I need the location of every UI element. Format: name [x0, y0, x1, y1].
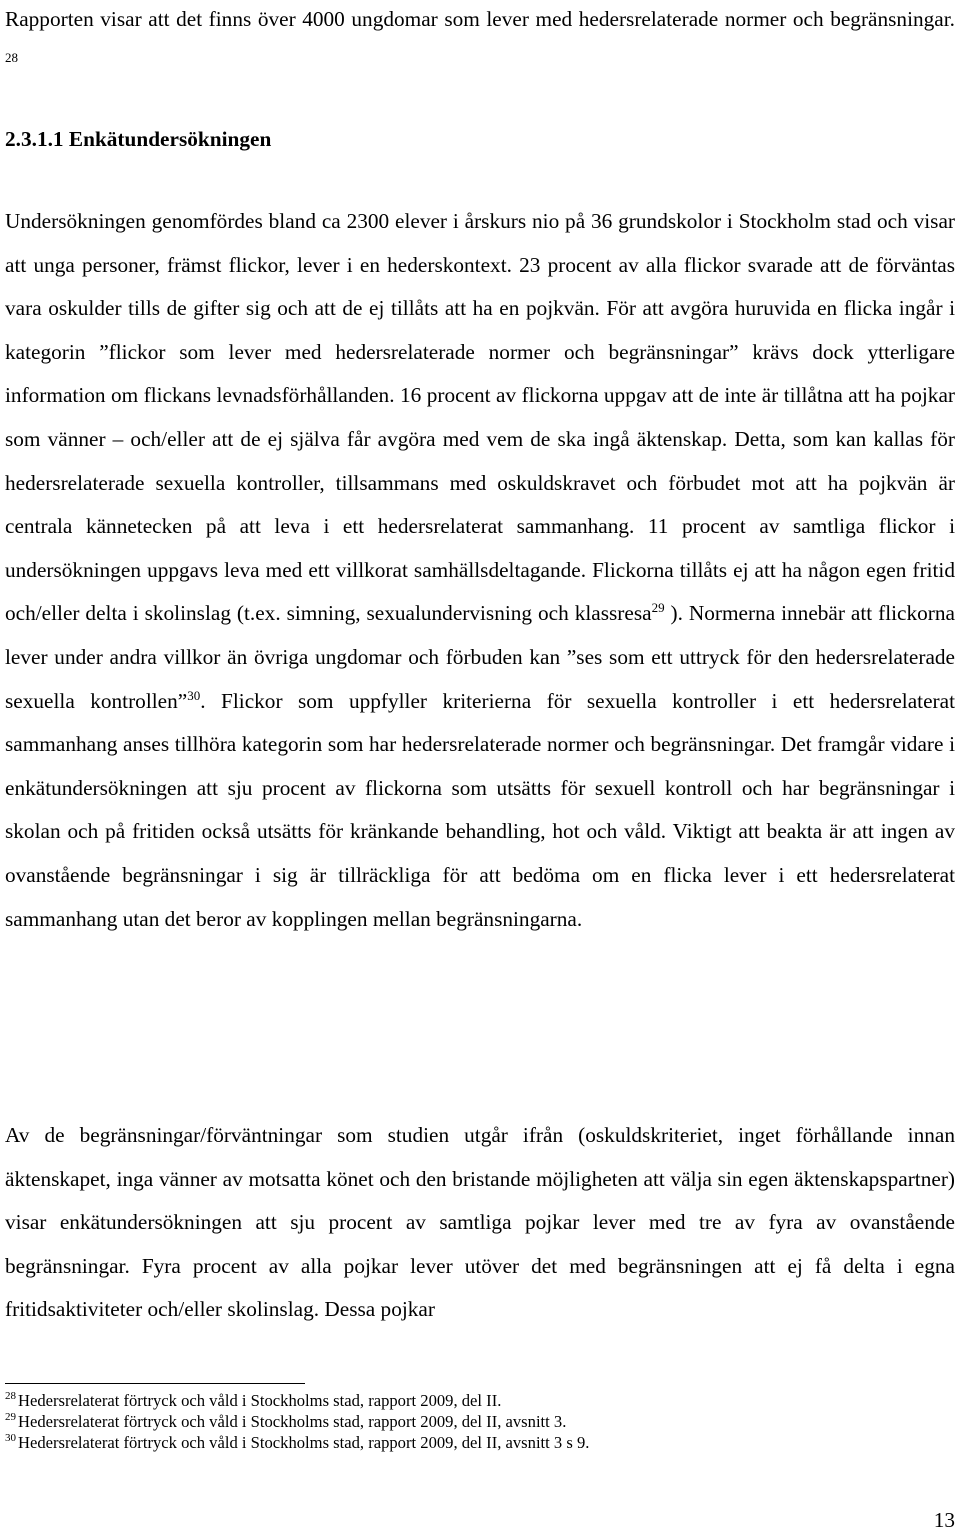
footnote-ref-28: 28 [5, 49, 18, 65]
footnote-number: 30 [5, 1432, 16, 1445]
main-text-part2: ). Normerna innebär att flickorna lever under andra villkor än övriga ungdomar och förbuden kan ”ses som ett uttryck för den hedersrelaterade sexuella kontrollen” [5, 601, 955, 713]
intro-paragraph [5, 0, 955, 85]
main-text-part3: . Flickor som uppfyller kriterierna för sexuella kontroller i ett hedersrelaterat sammanhang anses tillhöra kategorin som har hedersrelaterade normer och begränsningar. Det framgår vidare i enkätundersökningen att sju procent av flickorna som utsätts för sexuell kontroll och har begränsningar i skolan och på fritiden också utsätts för kränkande behandling, hot och våld. Viktigt att beakta är att ingen av ovanstående begränsningar i sig är tillräckliga för att bedöma om en flicka lever i ett hedersrelaterat sammanhang utan det beror av kopplingen mellan begränsningarna. [5, 688, 955, 931]
last-paragraph: Av de begränsningar/förväntningar som studien utgår ifrån (oskuldskriteriet, inget förhållande innan äktenskapet, inga vänner av motsatta könet och den bristande möjligheten att välja sin egen äktenskapspartner) visar enkätundersökningen att sju procent av samtliga pojkar lever med tre av fyra av ovanstående begränsningar. Fyra procent av alla pojkar lever utöver det med begränsningen att ej få delta i egna fritidsaktiviteter och/eller skolinslag. Dessa pojkar [5, 1123, 955, 1322]
footnote [5, 1432, 955, 1453]
footnote-separator [5, 1383, 305, 1384]
footnote-text: Hedersrelaterat förtryck och våld i Stockholms stad, rapport 2009, del II. [18, 1391, 502, 1410]
footnote-text: Hedersrelaterat förtryck och våld i Stockholms stad, rapport 2009, del II, avsnitt 3 s 9. [18, 1433, 590, 1452]
footnote-ref-30: 30 [187, 687, 201, 703]
page-number: 13 [933, 1508, 955, 1532]
footnote [5, 1411, 955, 1432]
main-text-part1: Undersökningen genomfördes bland ca 2300 elever i årskurs nio på 36 grundskolor i Stockholm stad och visar att unga personer, främst flickor, lever i en hederskontext. 23 procent av alla flickor svarade att de förväntas vara oskulder tills de gifter sig och att de ej tillåts att ha en pojkvän. För att avgöra huruvida en flicka ingår i kategorin ”flickor som lever med hedersrelaterade normer och begränsningar” krävs dock ytterligare information om flickans levnadsförhållanden. 16 procent av flickorna uppgav att de inte är tillåtna att ha pojkar som vänner – och/eller att de ej själva får avgöra med vem de ska ingå äktenskap. Detta, som kan kallas för hedersrelaterade sexuella kontroller, tillsammans med oskuldskravet och förbudet mot att ha pojkvän är centrala kännetecken på att leva i ett hedersrelaterat sammanhang. 11 procent av samtliga flickor i undersökningen uppgavs leva med ett villkorat samhällsdeltagande. Flickorna tillåts ej att ha någon egen fritid och/eller delta i skolinslag (t.ex. simning, sexualundervisning och klassresa [5, 209, 955, 626]
section-heading: 2.3.1.1 Enkätundersökningen [5, 127, 272, 151]
footnote-number: 29 [5, 1411, 16, 1424]
footnote [5, 1390, 955, 1411]
footnote-number: 28 [5, 1390, 16, 1403]
footnote-ref-29: 29 [651, 600, 665, 616]
footnotes [5, 1390, 955, 1453]
intro-text: Rapporten visar att det finns över 4000 ungdomar som lever med hedersrelaterade normer och begränsningar. [5, 7, 955, 31]
footnote-text: Hedersrelaterat förtryck och våld i Stockholms stad, rapport 2009, del II, avsnitt 3. [18, 1412, 567, 1431]
main-paragraph [5, 200, 955, 941]
